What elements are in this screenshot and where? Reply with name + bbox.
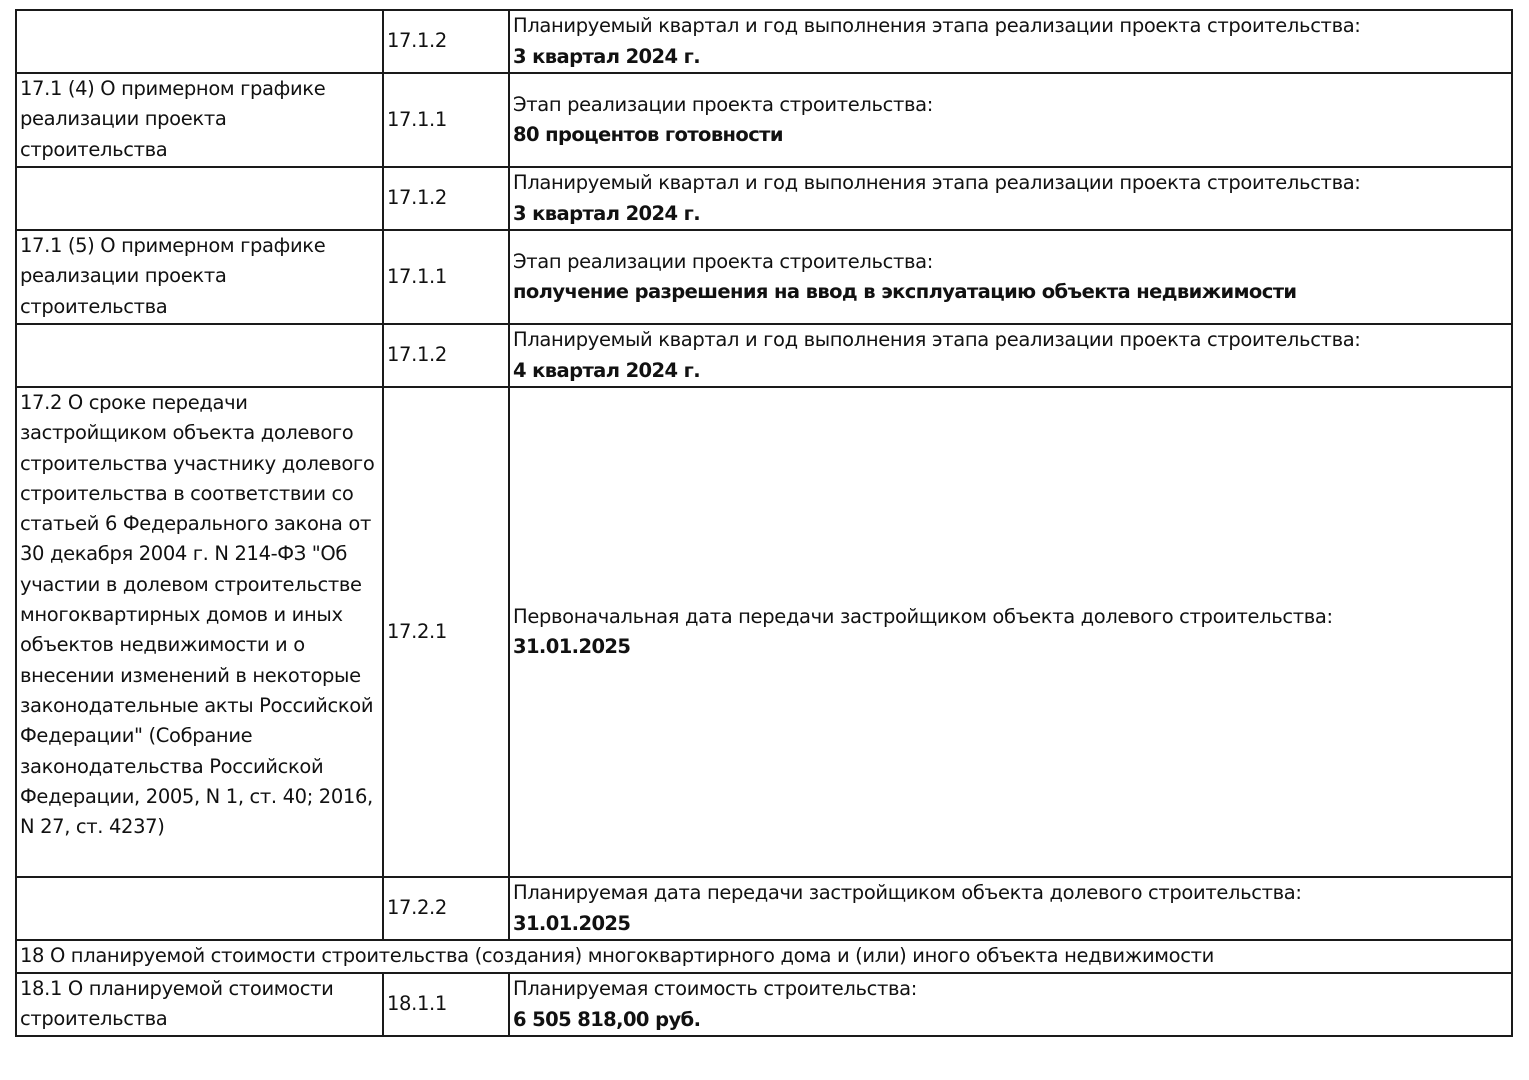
- table-row: [16, 877, 1512, 940]
- item-content: [509, 324, 1512, 387]
- item-label: Этап реализации проекта строительства:: [513, 92, 933, 116]
- item-value: 3 квартал 2024 г.: [513, 44, 701, 68]
- item-code: 17.2.2: [383, 877, 509, 940]
- item-content: [509, 973, 1512, 1036]
- item-content: [509, 10, 1512, 73]
- item-code: 17.1.2: [383, 324, 509, 387]
- item-label: Планируемый квартал и год выполнения этапа реализации проекта строительства:: [513, 328, 1361, 352]
- item-content: [509, 230, 1512, 324]
- item-content: [509, 167, 1512, 230]
- section-heading-row: [16, 940, 1512, 973]
- section-cell: 17.1 (5) О примерном графике реализации проекта строительства: [16, 230, 383, 324]
- item-code: 17.1.2: [383, 10, 509, 73]
- item-label: Планируемый квартал и год выполнения этапа реализации проекта строительства:: [513, 171, 1361, 195]
- item-content: [509, 387, 1512, 877]
- item-label: Планируемый квартал и год выполнения этапа реализации проекта строительства:: [513, 14, 1361, 38]
- section-cell: 18.1 О планируемой стоимости строительства: [16, 973, 383, 1036]
- item-value: 31.01.2025: [513, 635, 631, 658]
- table-row: [16, 10, 1512, 73]
- section-cell: 17.2 О сроке передачи застройщиком объекта долевого строительства участнику долевого строительства в соответствии со статьей 6 Федерального закона от 30 декабря 2004 г. N 214-ФЗ "Об участии в долевом строительстве многоквартирных домов и иных объектов недвижимости и о внесении изменений в некоторые законодательные акты Российской Федерации" (Собрание законодательства Российской Федерации, 2005, N 1, ст. 40; 2016, N 27, ст. 4237): [16, 387, 383, 877]
- item-label: Планируемая стоимость строительства:: [513, 977, 917, 1001]
- table-row: [16, 230, 1512, 324]
- item-value: получение разрешения на ввод в эксплуатацию объекта недвижимости: [513, 280, 1297, 303]
- table-row: [16, 324, 1512, 387]
- item-code: 17.1.1: [383, 73, 509, 167]
- item-code: 17.1.1: [383, 230, 509, 324]
- table-row: [16, 387, 1512, 877]
- section-cell: [16, 324, 383, 387]
- item-value: 6 505 818,00 руб.: [513, 1007, 701, 1031]
- table-row: [16, 167, 1512, 230]
- item-content: [509, 877, 1512, 940]
- item-value: 31.01.2025: [513, 911, 631, 935]
- item-code: 18.1.1: [383, 973, 509, 1036]
- item-code: 17.1.2: [383, 167, 509, 230]
- table-row: [16, 73, 1512, 167]
- disclosure-table: [15, 9, 1513, 1037]
- item-content: [509, 73, 1512, 167]
- item-label: Первоначальная дата передачи застройщиком объекта долевого строительства:: [513, 604, 1333, 628]
- item-value: 3 квартал 2024 г.: [513, 201, 701, 225]
- item-value: 80 процентов готовности: [513, 123, 783, 146]
- section-heading: 18 О планируемой стоимости строительства (создания) многоквартирного дома и (или) иного объекта недвижимости: [16, 940, 1512, 973]
- section-cell: [16, 10, 383, 73]
- item-label: Планируемая дата передачи застройщиком объекта долевого строительства:: [513, 881, 1302, 905]
- item-value: 4 квартал 2024 г.: [513, 358, 701, 382]
- section-cell: 17.1 (4) О примерном графике реализации проекта строительства: [16, 73, 383, 167]
- section-cell: [16, 877, 383, 940]
- item-label: Этап реализации проекта строительства:: [513, 249, 933, 273]
- section-cell: [16, 167, 383, 230]
- item-code: 17.2.1: [383, 387, 509, 877]
- table-row: [16, 973, 1512, 1036]
